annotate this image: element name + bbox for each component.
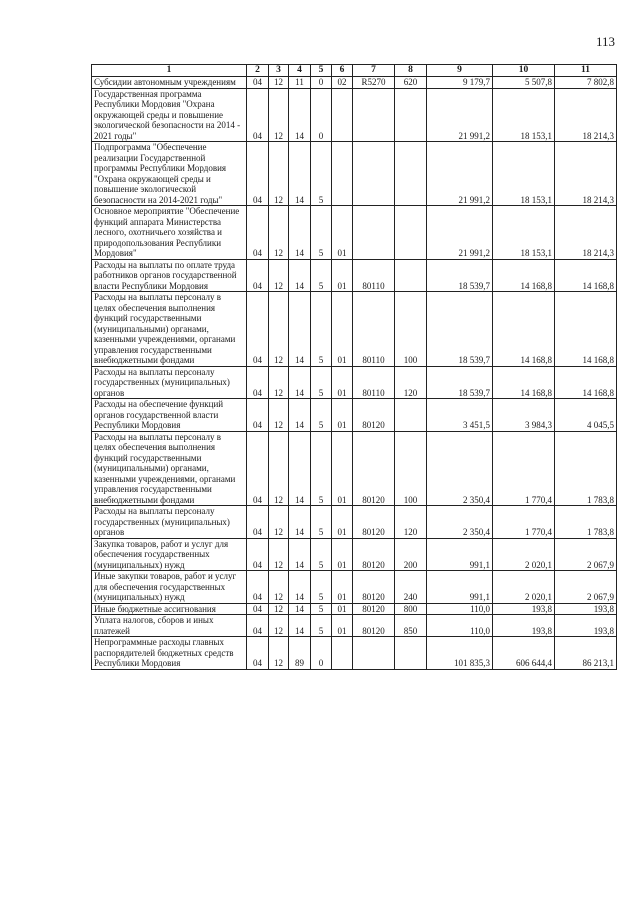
amount-cell: 5 507,8 (493, 77, 555, 89)
code-cell: 01 (332, 506, 353, 539)
code-cell (395, 88, 427, 142)
amount-cell: 2 067,9 (555, 571, 617, 604)
code-cell: 01 (332, 571, 353, 604)
expense-name: Расходы на выплаты по оплате труда работников органов государственной власти Республики Мордовия (92, 259, 247, 292)
code-cell: 14 (289, 399, 311, 432)
amount-cell: 2 350,4 (427, 431, 493, 506)
code-cell: 12 (269, 366, 289, 399)
code-cell (395, 637, 427, 670)
code-cell: 02 (332, 77, 353, 89)
amount-cell: 1 783,8 (555, 431, 617, 506)
code-cell: 5 (311, 259, 332, 292)
code-cell: 01 (332, 538, 353, 571)
amount-cell: 86 213,1 (555, 637, 617, 670)
amount-cell: 18 539,7 (427, 259, 493, 292)
code-cell: 14 (289, 88, 311, 142)
amount-cell: 14 168,8 (493, 292, 555, 367)
column-header: 8 (395, 65, 427, 77)
code-cell: 0 (311, 77, 332, 89)
code-cell: 80120 (353, 431, 395, 506)
amount-cell: 1 770,4 (493, 506, 555, 539)
code-cell: 12 (269, 292, 289, 367)
table-row (92, 571, 617, 604)
code-cell: 04 (247, 615, 269, 637)
column-header: 1 (92, 65, 247, 77)
expense-name: Государственная программа Республики Мордовия "Охрана окружающей среды и повышение экологической безопасности на 2014 - 2021 годы" (92, 88, 247, 142)
table-header-row (92, 65, 617, 77)
expense-name: Подпрограмма "Обеспечение реализации Государственной программы Республики Мордовия "Охрана окружающей среды и повышение экологической безопасности на 2014-2021 годы" (92, 142, 247, 206)
code-cell: 12 (269, 142, 289, 206)
code-cell: 14 (289, 506, 311, 539)
column-header: 9 (427, 65, 493, 77)
code-cell: 04 (247, 637, 269, 670)
amount-cell: 21 991,2 (427, 142, 493, 206)
code-cell: 12 (269, 431, 289, 506)
amount-cell: 18 153,1 (493, 206, 555, 260)
table-row (92, 637, 617, 670)
code-cell (395, 259, 427, 292)
code-cell: 5 (311, 538, 332, 571)
amount-cell: 193,8 (493, 615, 555, 637)
code-cell: 14 (289, 571, 311, 604)
code-cell: 80120 (353, 538, 395, 571)
table-row (92, 142, 617, 206)
amount-cell: 101 835,3 (427, 637, 493, 670)
column-header: 11 (555, 65, 617, 77)
code-cell: 240 (395, 571, 427, 604)
table-row (92, 206, 617, 260)
amount-cell: 18 214,3 (555, 206, 617, 260)
code-cell: 80110 (353, 292, 395, 367)
table-row (92, 506, 617, 539)
amount-cell: 2 020,1 (493, 571, 555, 604)
code-cell: 04 (247, 399, 269, 432)
code-cell (395, 206, 427, 260)
amount-cell: 2 020,1 (493, 538, 555, 571)
expense-name: Субсидии автономным учреждениям (92, 77, 247, 89)
column-header: 7 (353, 65, 395, 77)
code-cell: 200 (395, 538, 427, 571)
code-cell: 04 (247, 538, 269, 571)
code-cell: 12 (269, 88, 289, 142)
code-cell: 14 (289, 366, 311, 399)
amount-cell: 193,8 (493, 603, 555, 615)
code-cell: 80120 (353, 615, 395, 637)
code-cell: 5 (311, 603, 332, 615)
amount-cell: 14 168,8 (555, 259, 617, 292)
code-cell: 04 (247, 292, 269, 367)
amount-cell: 606 644,4 (493, 637, 555, 670)
code-cell: 04 (247, 77, 269, 89)
code-cell: 04 (247, 88, 269, 142)
code-cell: 89 (289, 637, 311, 670)
amount-cell: 1 783,8 (555, 506, 617, 539)
amount-cell: 193,8 (555, 603, 617, 615)
amount-cell: 1 770,4 (493, 431, 555, 506)
table-row (92, 292, 617, 367)
code-cell (353, 88, 395, 142)
code-cell: 04 (247, 142, 269, 206)
amount-cell: 9 179,7 (427, 77, 493, 89)
table-row (92, 88, 617, 142)
column-header: 6 (332, 65, 353, 77)
code-cell: 120 (395, 366, 427, 399)
code-cell: 120 (395, 506, 427, 539)
table-row (92, 399, 617, 432)
code-cell: 04 (247, 366, 269, 399)
code-cell (332, 142, 353, 206)
code-cell: 14 (289, 615, 311, 637)
code-cell: 5 (311, 142, 332, 206)
code-cell: 5 (311, 615, 332, 637)
code-cell: 14 (289, 292, 311, 367)
code-cell: 04 (247, 603, 269, 615)
amount-cell: 14 168,8 (493, 366, 555, 399)
code-cell: 12 (269, 506, 289, 539)
expense-name: Основное мероприятие "Обеспечение функций аппарата Министерства лесного, охотничьего хозяйства и природопользования Республики Мордовия" (92, 206, 247, 260)
amount-cell: 21 991,2 (427, 206, 493, 260)
code-cell: R5270 (353, 77, 395, 89)
expense-name: Расходы на выплаты персоналу государственных (муниципальных) органов (92, 366, 247, 399)
code-cell: 80120 (353, 399, 395, 432)
code-cell: 01 (332, 259, 353, 292)
code-cell: 12 (269, 571, 289, 604)
amount-cell: 18 214,3 (555, 142, 617, 206)
amount-cell: 110,0 (427, 603, 493, 615)
amount-cell: 3 984,3 (493, 399, 555, 432)
column-header: 10 (493, 65, 555, 77)
code-cell: 100 (395, 431, 427, 506)
code-cell: 14 (289, 142, 311, 206)
column-header: 5 (311, 65, 332, 77)
code-cell: 100 (395, 292, 427, 367)
budget-table (91, 64, 617, 670)
code-cell: 800 (395, 603, 427, 615)
amount-cell: 18 153,1 (493, 88, 555, 142)
amount-cell: 991,1 (427, 538, 493, 571)
code-cell: 80110 (353, 259, 395, 292)
code-cell: 14 (289, 538, 311, 571)
code-cell: 80110 (353, 366, 395, 399)
code-cell: 5 (311, 206, 332, 260)
expense-name: Закупка товаров, работ и услуг для обеспечения государственных (муниципальных) нужд (92, 538, 247, 571)
code-cell: 12 (269, 206, 289, 260)
page-number: 113 (596, 34, 616, 49)
code-cell: 14 (289, 431, 311, 506)
code-cell: 12 (269, 399, 289, 432)
code-cell: 80120 (353, 506, 395, 539)
amount-cell: 2 350,4 (427, 506, 493, 539)
code-cell: 12 (269, 77, 289, 89)
amount-cell: 14 168,8 (555, 292, 617, 367)
code-cell (332, 637, 353, 670)
table-row (92, 259, 617, 292)
table-row (92, 615, 617, 637)
code-cell: 04 (247, 259, 269, 292)
code-cell: 01 (332, 206, 353, 260)
amount-cell: 14 168,8 (555, 366, 617, 399)
code-cell: 12 (269, 538, 289, 571)
table-row (92, 366, 617, 399)
code-cell: 5 (311, 506, 332, 539)
code-cell: 0 (311, 637, 332, 670)
code-cell: 14 (289, 259, 311, 292)
code-cell (353, 142, 395, 206)
code-cell: 5 (311, 292, 332, 367)
code-cell: 12 (269, 615, 289, 637)
code-cell: 5 (311, 571, 332, 604)
code-cell: 80120 (353, 571, 395, 604)
code-cell: 0 (311, 88, 332, 142)
code-cell: 04 (247, 506, 269, 539)
code-cell: 14 (289, 206, 311, 260)
expense-name: Расходы на обеспечение функций органов государственной власти Республики Мордовия (92, 399, 247, 432)
expense-name: Расходы на выплаты персоналу в целях обеспечения выполнения функций государственными (муниципальными) органами, казенными учреждениями, органами управления государственными внебюджетными фондами (92, 431, 247, 506)
table-row (92, 603, 617, 615)
table-row (92, 77, 617, 89)
column-header: 3 (269, 65, 289, 77)
code-cell: 850 (395, 615, 427, 637)
code-cell: 01 (332, 399, 353, 432)
amount-cell: 193,8 (555, 615, 617, 637)
amount-cell: 4 045,5 (555, 399, 617, 432)
expense-name: Иные бюджетные ассигнования (92, 603, 247, 615)
code-cell: 5 (311, 399, 332, 432)
code-cell: 12 (269, 637, 289, 670)
code-cell: 04 (247, 571, 269, 604)
code-cell: 01 (332, 366, 353, 399)
column-header: 4 (289, 65, 311, 77)
amount-cell: 110,0 (427, 615, 493, 637)
expense-name: Иные закупки товаров, работ и услуг для обеспечения государственных (муниципальных) нужд (92, 571, 247, 604)
expense-name: Уплата налогов, сборов и иных платежей (92, 615, 247, 637)
column-header: 2 (247, 65, 269, 77)
amount-cell: 18 153,1 (493, 142, 555, 206)
amount-cell: 18 214,3 (555, 88, 617, 142)
code-cell: 620 (395, 77, 427, 89)
amount-cell: 18 539,7 (427, 366, 493, 399)
amount-cell: 3 451,5 (427, 399, 493, 432)
expense-name: Непрограммные расходы главных распорядителей бюджетных средств Республики Мордовия (92, 637, 247, 670)
code-cell: 11 (289, 77, 311, 89)
table-row (92, 431, 617, 506)
amount-cell: 991,1 (427, 571, 493, 604)
code-cell: 01 (332, 615, 353, 637)
amount-cell: 2 067,9 (555, 538, 617, 571)
code-cell (395, 399, 427, 432)
code-cell (353, 206, 395, 260)
code-cell: 12 (269, 259, 289, 292)
amount-cell: 14 168,8 (493, 259, 555, 292)
amount-cell: 7 802,8 (555, 77, 617, 89)
expense-name: Расходы на выплаты персоналу государственных (муниципальных) органов (92, 506, 247, 539)
code-cell: 01 (332, 292, 353, 367)
amount-cell: 21 991,2 (427, 88, 493, 142)
code-cell: 12 (269, 603, 289, 615)
code-cell: 01 (332, 603, 353, 615)
code-cell: 04 (247, 206, 269, 260)
code-cell (353, 637, 395, 670)
table-row (92, 538, 617, 571)
code-cell: 04 (247, 431, 269, 506)
expense-name: Расходы на выплаты персоналу в целях обеспечения выполнения функций государственными (муниципальными) органами, казенными учреждениями, органами управления государственными внебюджетными фондами (92, 292, 247, 367)
code-cell (395, 142, 427, 206)
code-cell: 14 (289, 603, 311, 615)
code-cell: 5 (311, 431, 332, 506)
code-cell (332, 88, 353, 142)
code-cell: 5 (311, 366, 332, 399)
amount-cell: 18 539,7 (427, 292, 493, 367)
code-cell: 01 (332, 431, 353, 506)
code-cell: 80120 (353, 603, 395, 615)
